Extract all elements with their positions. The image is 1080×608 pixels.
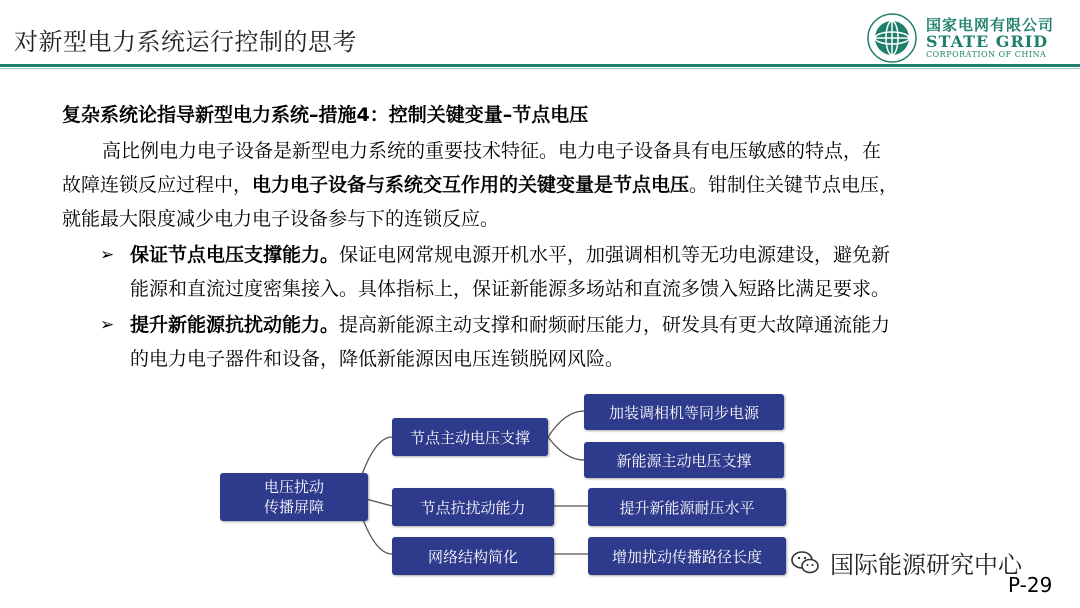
bullet-title: 提升新能源抗扰动能力。 [130,314,340,336]
diagram-level2-box: 新能源主动电压支撑 [584,442,784,478]
diagram-level2-box: 加装调相机等同步电源 [584,394,784,430]
bullet-item [100,238,1050,306]
header-divider [0,64,1080,67]
source-watermark: 国际能源研究中心 [830,551,1022,579]
intro-line-1: 高比例电力电子设备是新型电力系统的重要技术特征。电力电子设备具有电压敏感的特点，在 [102,140,882,162]
company-name-en-sub: CORPORATION OF CHINA [926,50,1047,59]
wechat-icon [790,549,820,577]
slide-title: 对新型电力系统运行控制的思考 [14,28,357,56]
arrow-bullet-icon: ➢ [100,315,115,335]
intro-line-3: 就能最大限度减少电力电子设备参与下的连锁反应。 [62,208,500,230]
page-number: P-29 [1008,573,1053,597]
arrow-bullet-icon: ➢ [100,245,115,265]
state-grid-globe-icon [866,12,918,64]
bullet-item [100,308,1050,376]
diagram-level1-box: 节点抗扰动能力 [392,488,554,526]
intro-line-2a: 故障连锁反应过程中， [62,174,253,196]
root-label-line-1: 电压扰动 [263,478,324,496]
slide-header [0,0,1080,68]
bullet-text-line-2: 的电力电子器件和设备，降低新能源因电压连锁脱网风险。 [130,348,625,370]
bullet-title: 保证节点电压支撑能力。 [130,244,340,266]
company-name-cn: 国家电网有限公司 [926,16,1055,34]
header-divider-thin [0,68,1080,69]
diagram-level1-box: 节点主动电压支撑 [392,418,548,456]
root-label-line-2: 传播屏障 [263,498,324,516]
diagram-root-box [220,473,368,521]
bullet-text-line-1: 保证电网常规电源开机水平，加强调相机等无功电源建设，避免新 [339,244,891,266]
intro-line-2-emphasis: 电力电子设备与系统交互作用的关键变量是节点电压 [252,174,690,196]
section-heading: 复杂系统论指导新型电力系统–措施4：控制关键变量–节点电压 [62,104,589,126]
intro-paragraph [62,134,1052,236]
bullet-text-line-2: 能源和直流过度密集接入。具体指标上，保证新能源多场站和直流多馈入短路比满足要求。 [130,278,891,300]
diagram-level2-box: 提升新能源耐压水平 [588,488,786,526]
bullet-text-line-1: 提高新能源主动支撑和耐频耐压能力，研发具有更大故障通流能力 [339,314,891,336]
intro-line-2c: 。钳制住关键节点电压， [689,174,899,196]
diagram-level1-box: 网络结构简化 [392,537,554,575]
diagram-level2-box: 增加扰动传播路径长度 [588,537,786,575]
company-name-en: STATE GRID [926,32,1049,51]
